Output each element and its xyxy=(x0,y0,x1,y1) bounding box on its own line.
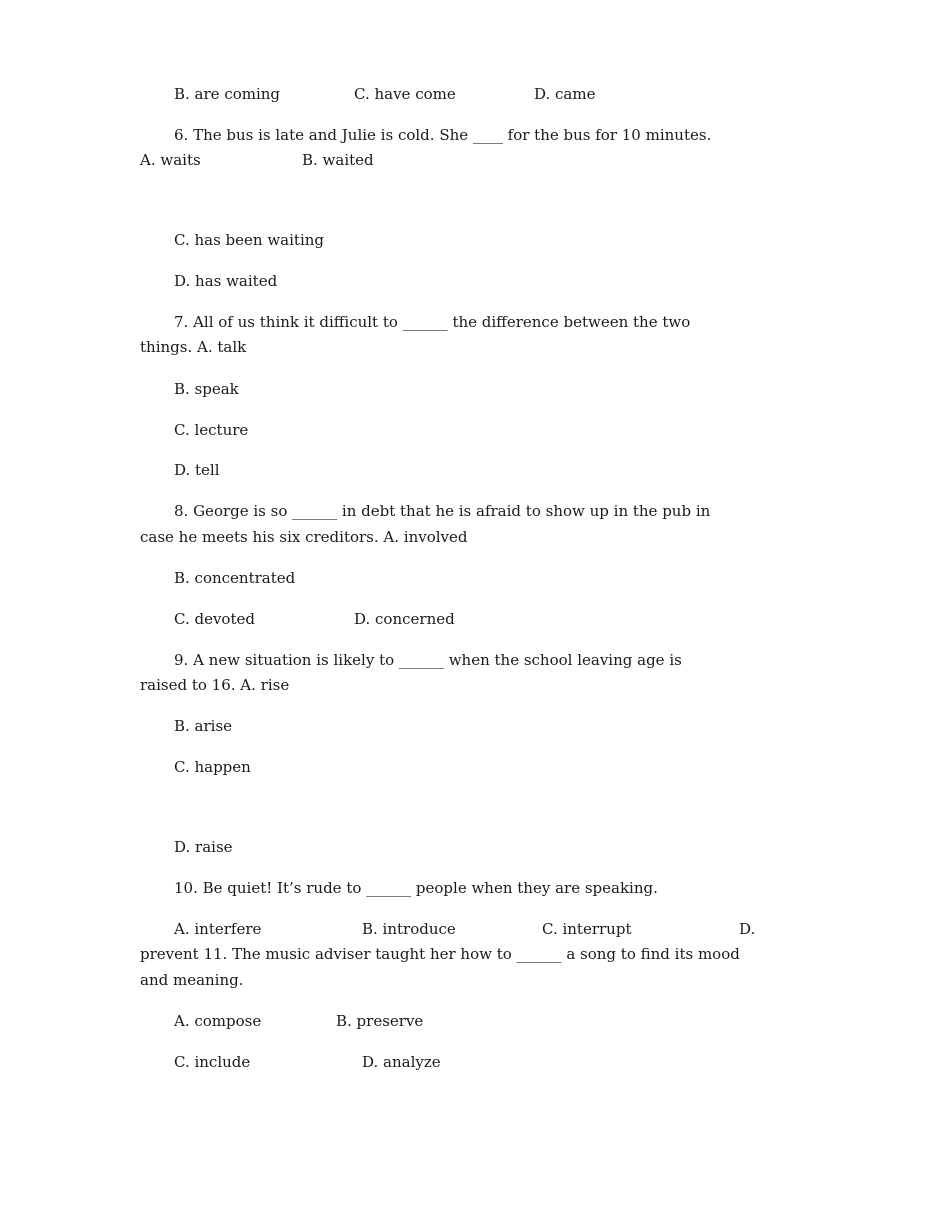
q11-option-b: B. preserve xyxy=(336,1012,424,1030)
q7-option-c: C. lecture xyxy=(174,421,249,439)
q9-option-c: C. happen xyxy=(174,758,251,776)
q9-stem-line-2: raised to 16. A. rise xyxy=(140,676,290,694)
q10-option-b: B. introduce xyxy=(362,920,456,938)
q10-option-a: A. interfere xyxy=(174,920,262,938)
q8-option-d: D. concerned xyxy=(354,610,455,628)
q7-option-d: D. tell xyxy=(174,461,220,479)
q5-option-c: C. have come xyxy=(354,85,456,103)
q11-option-d: D. analyze xyxy=(362,1053,441,1071)
q8-option-c: C. devoted xyxy=(174,610,255,628)
q6-option-d: D. has waited xyxy=(174,272,278,290)
q5-option-d: D. came xyxy=(534,85,596,103)
q6-option-a: A. waits xyxy=(140,151,201,169)
q9-stem-line-1: 9. A new situation is likely to ______ when the school leaving age is xyxy=(174,651,682,669)
q11-option-c: C. include xyxy=(174,1053,251,1071)
q5-option-b: B. are coming xyxy=(174,85,281,103)
q10-option-c: C. interrupt xyxy=(542,920,632,938)
q6-option-b: B. waited xyxy=(302,151,374,169)
q6-stem: 6. The bus is late and Julie is cold. She ____ for the bus for 10 minutes. xyxy=(174,126,712,144)
q9-option-b: B. arise xyxy=(174,717,233,735)
q10-stem: 10. Be quiet! It’s rude to ______ people when they are speaking. xyxy=(174,879,658,897)
q7-option-b: B. speak xyxy=(174,380,239,398)
q10-option-d-label: D. xyxy=(739,920,756,938)
q7-stem-line-1: 7. All of us think it difficult to ______ the difference between the two xyxy=(174,313,691,331)
q7-stem-line-2: things. A. talk xyxy=(140,338,247,356)
q9-option-d: D. raise xyxy=(174,838,233,856)
q11-stem-line-2: and meaning. xyxy=(140,971,244,989)
q8-stem-line-1: 8. George is so ______ in debt that he is afraid to show up in the pub in xyxy=(174,502,711,520)
q11-option-a: A. compose xyxy=(174,1012,262,1030)
q6-option-c: C. has been waiting xyxy=(174,231,324,249)
q8-stem-line-2: case he meets his six creditors. A. involved xyxy=(140,528,468,546)
q10-option-d-and-q11-stem: prevent 11. The music adviser taught her how to ______ a song to find its mood xyxy=(140,945,740,963)
q8-option-b: B. concentrated xyxy=(174,569,296,587)
